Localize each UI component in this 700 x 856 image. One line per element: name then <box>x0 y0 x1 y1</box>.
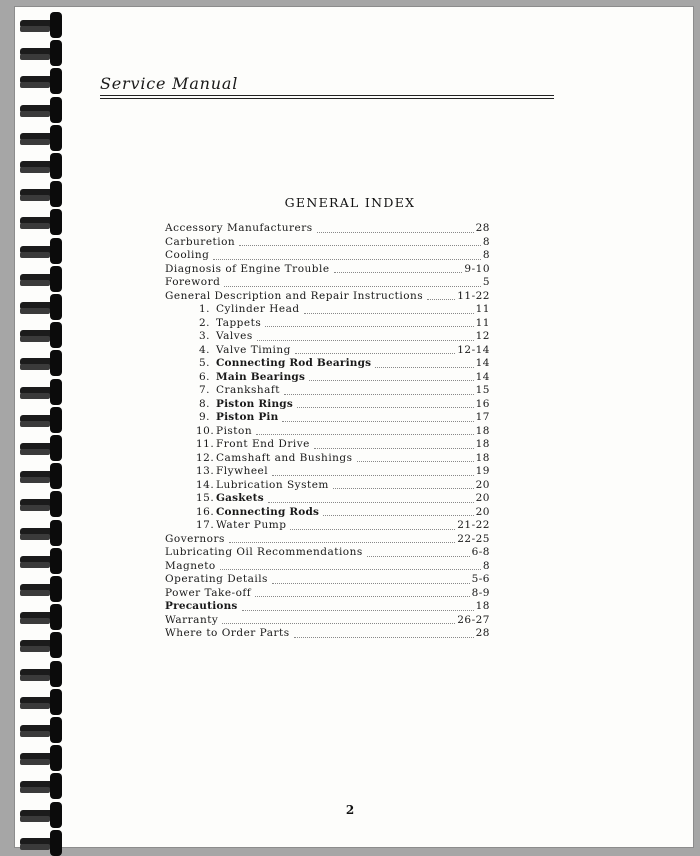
index-entry <box>165 344 490 358</box>
binding-coil <box>20 350 64 376</box>
dot-leader <box>333 488 474 489</box>
index-entry-number: 14. <box>196 478 215 491</box>
index-entry-number: 7. <box>198 384 210 396</box>
index-entry-page: 9-10 <box>464 262 490 275</box>
index-entry <box>165 479 490 493</box>
index-entry <box>165 465 490 479</box>
index-entry <box>165 546 490 560</box>
index-entry-page: 18 <box>475 424 490 437</box>
index-entry-label: Water Pump <box>216 519 287 531</box>
dot-leader <box>297 407 474 408</box>
index-entry-label: Carburetion <box>165 235 236 248</box>
index-entry <box>165 290 490 304</box>
index-entry-page: 20 <box>475 505 490 518</box>
binding-coil <box>20 238 64 264</box>
binding-coil <box>20 97 64 123</box>
index-entry-label: General Description and Repair Instructions <box>165 289 424 302</box>
binding-coil <box>20 322 64 348</box>
index-entry <box>165 438 490 452</box>
index-entry-label: Gaskets <box>216 492 264 504</box>
dot-leader <box>222 623 455 624</box>
index-entry-label: Camshaft and Bushings <box>216 451 353 464</box>
page-header-title: Service Manual <box>100 74 239 93</box>
index-entry-label: Connecting Rods <box>216 505 320 518</box>
index-entry-number: 2. <box>198 316 210 329</box>
index-entry-page: 18 <box>475 451 490 464</box>
dot-leader <box>255 596 469 597</box>
index-entry-label: Lubrication System <box>216 478 329 491</box>
index-entry-page: 11 <box>475 303 490 315</box>
index-entry-number: 15. <box>196 492 215 504</box>
index-entry-label: Where to Order Parts <box>165 627 290 639</box>
binding-coil <box>20 125 64 151</box>
index-entry-label: Magneto <box>165 559 216 572</box>
dot-leader <box>272 583 470 584</box>
index-entry <box>165 452 490 466</box>
index-entry <box>165 317 490 331</box>
index-entry-number: 12. <box>196 451 215 464</box>
index-entry-label: Governors <box>165 532 225 545</box>
dot-leader <box>317 232 474 233</box>
index-entry <box>165 249 490 263</box>
index-entry <box>165 330 490 344</box>
dot-leader <box>314 448 474 449</box>
binding-coil <box>20 604 64 630</box>
index-entry-label: Main Bearings <box>216 370 306 383</box>
index-entry <box>165 614 490 628</box>
index-entry-page: 21-22 <box>457 519 490 531</box>
index-entry-page: 14 <box>475 357 490 369</box>
index-entry-page: 28 <box>475 222 490 234</box>
binding-coil <box>20 294 64 320</box>
index-entry <box>165 263 490 277</box>
index-entry <box>165 384 490 398</box>
dot-leader <box>257 340 474 341</box>
dot-leader <box>427 299 455 300</box>
dot-leader <box>375 367 473 368</box>
index-entry-label: Warranty <box>165 613 219 626</box>
index-entry-page: 5 <box>482 276 490 288</box>
index-entry <box>165 398 490 412</box>
index-entry-page: 11 <box>475 316 490 329</box>
index-entry-label: Valve Timing <box>216 343 291 356</box>
binding-coil <box>20 576 64 602</box>
dot-leader <box>282 421 473 422</box>
index-entry-number: 10. <box>196 424 215 437</box>
dot-leader <box>323 515 473 516</box>
index-entry <box>165 222 490 236</box>
index-entry <box>165 371 490 385</box>
index-entry-page: 8 <box>482 235 490 248</box>
index-entry-label: Flywheel <box>216 465 269 477</box>
index-entry-page: 15 <box>475 384 490 396</box>
dot-leader <box>239 245 481 246</box>
dot-leader <box>295 353 455 354</box>
index-entry-page: 18 <box>475 438 490 450</box>
binding-coil <box>20 379 64 405</box>
dot-leader <box>272 475 474 476</box>
binding-coil <box>20 745 64 771</box>
spiral-binding <box>0 0 62 854</box>
index-list <box>165 222 490 641</box>
index-entry-label: Lubricating Oil Recommendations <box>165 546 363 558</box>
index-entry <box>165 357 490 371</box>
dot-leader <box>220 569 481 570</box>
index-entry-page: 8 <box>482 249 490 261</box>
index-entry-page: 11-22 <box>457 289 490 302</box>
index-entry-label: Piston <box>216 424 253 437</box>
dot-leader <box>357 461 474 462</box>
index-entry <box>165 236 490 250</box>
index-title: GENERAL INDEX <box>284 195 416 210</box>
index-entry <box>165 425 490 439</box>
index-entry-label: Front End Drive <box>216 438 310 450</box>
index-entry-number: 17. <box>196 519 215 531</box>
dot-leader <box>294 637 474 638</box>
dot-leader <box>242 610 474 611</box>
index-entry-label: Tappets <box>216 316 262 329</box>
binding-coil <box>20 266 64 292</box>
index-entry-label: Cooling <box>165 249 210 261</box>
dot-leader <box>304 313 474 314</box>
index-entry-page: 5-6 <box>471 573 490 585</box>
binding-coil <box>20 717 64 743</box>
binding-coil <box>20 463 64 489</box>
index-entry-label: Valves <box>216 330 253 342</box>
index-entry-label: Operating Details <box>165 573 268 585</box>
binding-coil <box>20 632 64 658</box>
index-entry-page: 18 <box>475 600 490 612</box>
dot-leader <box>309 380 474 381</box>
binding-coil <box>20 520 64 546</box>
index-entry-label: Precautions <box>165 600 238 612</box>
dot-leader <box>213 259 480 260</box>
binding-coil <box>20 773 64 799</box>
index-entry-page: 20 <box>475 478 490 491</box>
index-entry-number: 11. <box>196 438 215 450</box>
index-entry-label: Crankshaft <box>216 384 280 396</box>
index-entry <box>165 411 490 425</box>
index-entry-number: 9. <box>198 411 210 423</box>
dot-leader <box>229 542 455 543</box>
index-entry-label: Power Take-off <box>165 586 252 599</box>
index-entry <box>165 533 490 547</box>
index-entry-label: Connecting Rod Bearings <box>216 357 372 369</box>
binding-coil <box>20 435 64 461</box>
index-entry-page: 17 <box>475 411 490 423</box>
index-entry-page: 8-9 <box>471 586 490 599</box>
binding-coil <box>20 209 64 235</box>
dot-leader <box>290 529 455 530</box>
header-rule <box>100 95 554 96</box>
index-entry <box>165 303 490 317</box>
binding-coil <box>20 548 64 574</box>
index-entry <box>165 519 490 533</box>
index-entry-number: 3. <box>198 330 210 342</box>
index-entry-page: 19 <box>475 465 490 477</box>
index-entry <box>165 627 490 641</box>
dot-leader <box>224 286 480 287</box>
index-entry-number: 4. <box>198 343 210 356</box>
index-entry-label: Diagnosis of Engine Trouble <box>165 262 330 275</box>
index-entry-page: 28 <box>475 627 490 639</box>
dot-leader <box>284 394 474 395</box>
binding-coil <box>20 12 64 38</box>
index-entry <box>165 587 490 601</box>
dot-leader <box>265 326 473 327</box>
dot-leader <box>256 434 474 435</box>
index-entry <box>165 506 490 520</box>
index-entry-label: Piston Pin <box>216 411 279 423</box>
index-entry-page: 20 <box>475 492 490 504</box>
index-entry-page: 8 <box>482 559 490 572</box>
dot-leader <box>367 556 470 557</box>
header-rule <box>100 98 554 99</box>
index-entry-page: 12-14 <box>457 343 490 356</box>
binding-coil <box>20 153 64 179</box>
index-entry-page: 22-25 <box>457 532 490 545</box>
binding-coil <box>20 830 64 856</box>
binding-coil <box>20 689 64 715</box>
index-entry <box>165 560 490 574</box>
index-entry-label: Foreword <box>165 276 221 288</box>
index-entry-page: 12 <box>475 330 490 342</box>
index-entry <box>165 492 490 506</box>
binding-coil <box>20 68 64 94</box>
index-entry-number: 1. <box>198 303 210 315</box>
index-entry-page: 6-8 <box>471 546 490 558</box>
index-entry <box>165 276 490 290</box>
index-entry-number: 8. <box>198 397 210 410</box>
index-entry <box>165 600 490 614</box>
index-entry-label: Piston Rings <box>216 397 293 410</box>
index-entry-label: Cylinder Head <box>216 303 300 315</box>
dot-leader <box>268 502 474 503</box>
index-entry-number: 6. <box>198 370 210 383</box>
page-number: 2 <box>345 803 355 817</box>
index-entry-number: 13. <box>196 465 215 477</box>
index-entry-page: 14 <box>475 370 490 383</box>
index-entry-number: 16. <box>196 505 215 518</box>
dot-leader <box>334 272 463 273</box>
binding-coil <box>20 40 64 66</box>
index-entry-page: 26-27 <box>457 613 490 626</box>
index-entry-label: Accessory Manufacturers <box>165 222 313 234</box>
index-entry <box>165 573 490 587</box>
index-entry-number: 5. <box>198 357 210 369</box>
binding-coil <box>20 661 64 687</box>
binding-coil <box>20 491 64 517</box>
index-entry-page: 16 <box>475 397 490 410</box>
binding-coil <box>20 407 64 433</box>
